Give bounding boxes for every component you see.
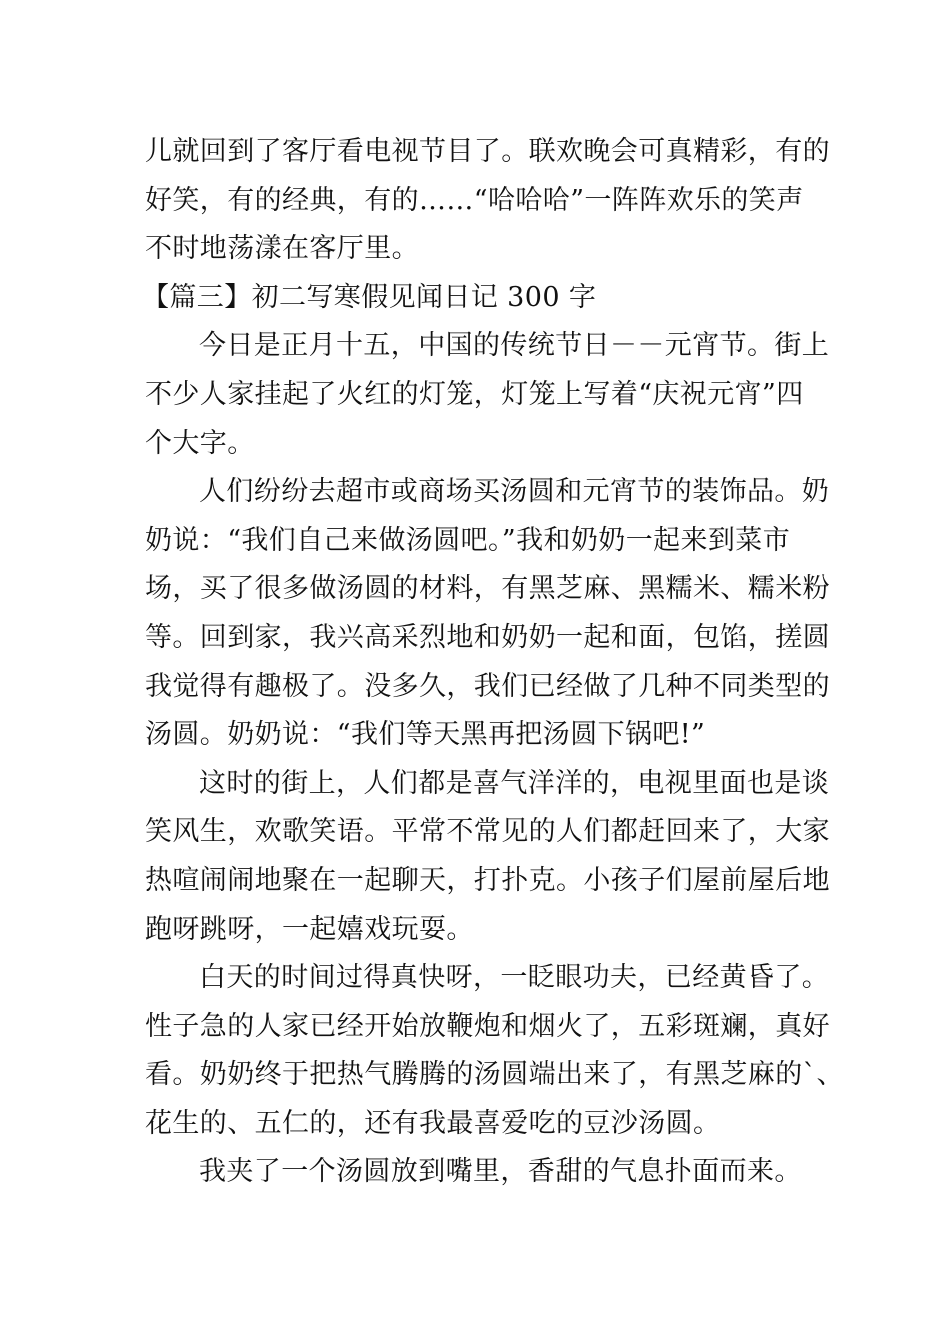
text-line: 个大字。 bbox=[145, 427, 255, 459]
text-line: 奶说：“我们自己来做汤圆吧。”我和奶奶一起来到菜市 bbox=[145, 524, 791, 556]
text-line: 好笑，有的经典，有的……“哈哈哈”一阵阵欢乐的笑声 bbox=[145, 184, 804, 216]
text-line: 等。回到家，我兴高采烈地和奶奶一起和面，包馅，搓圆 bbox=[145, 621, 830, 653]
paragraph-first-line: 这时的街上，人们都是喜气洋洋的，电视里面也是谈 bbox=[199, 767, 830, 799]
text-line: 不时地荡漾在客厅里。 bbox=[145, 233, 419, 265]
paragraph-first-line: 我夹了一个汤圆放到嘴里，香甜的气息扑面而来。 bbox=[199, 1156, 802, 1188]
paragraph-first-line: 人们纷纷去超市或商场买汤圆和元宵节的装饰品。奶 bbox=[199, 476, 830, 508]
text-line: 热喧闹闹地聚在一起聊天，打扑克。小孩子们屋前屋后地 bbox=[145, 864, 830, 896]
text-line: 笑风生，欢歌笑语。平常不常见的人们都赶回来了，大家 bbox=[145, 816, 830, 848]
text-line: 我觉得有趣极了。没多久，我们已经做了几种不同类型的 bbox=[145, 670, 830, 702]
paragraph-first-line: 今日是正月十五，中国的传统节日－－元宵节。街上 bbox=[199, 330, 830, 362]
section-heading: 【篇三】初二写寒假见闻日记 300 字 bbox=[142, 281, 597, 313]
text-line: 场，买了很多做汤圆的材料，有黑芝麻、黑糯米、糯米粉 bbox=[145, 573, 830, 605]
text-line: 儿就回到了客厅看电视节目了。联欢晚会可真精彩，有的 bbox=[145, 136, 830, 167]
text-line: 看。奶奶终于把热气腾腾的汤圆端出来了，有黑芝麻的`、 bbox=[145, 1059, 844, 1091]
text-line: 跑呀跳呀，一起嬉戏玩耍。 bbox=[145, 913, 474, 945]
text-line: 性子急的人家已经开始放鞭炮和烟火了，五彩斑斓，真好 bbox=[145, 1010, 830, 1042]
paragraph-first-line: 白天的时间过得真快呀，一眨眼功夫，已经黄昏了。 bbox=[199, 962, 830, 994]
text-line: 汤圆。奶奶说：“我们等天黑再把汤圆下锅吧!” bbox=[145, 719, 706, 751]
text-line: 不少人家挂起了火红的灯笼，灯笼上写着“庆祝元宵”四 bbox=[145, 378, 804, 410]
text-line: 花生的、五仁的，还有我最喜爱吃的豆沙汤圆。 bbox=[145, 1107, 721, 1139]
document-body bbox=[142, 128, 844, 1197]
